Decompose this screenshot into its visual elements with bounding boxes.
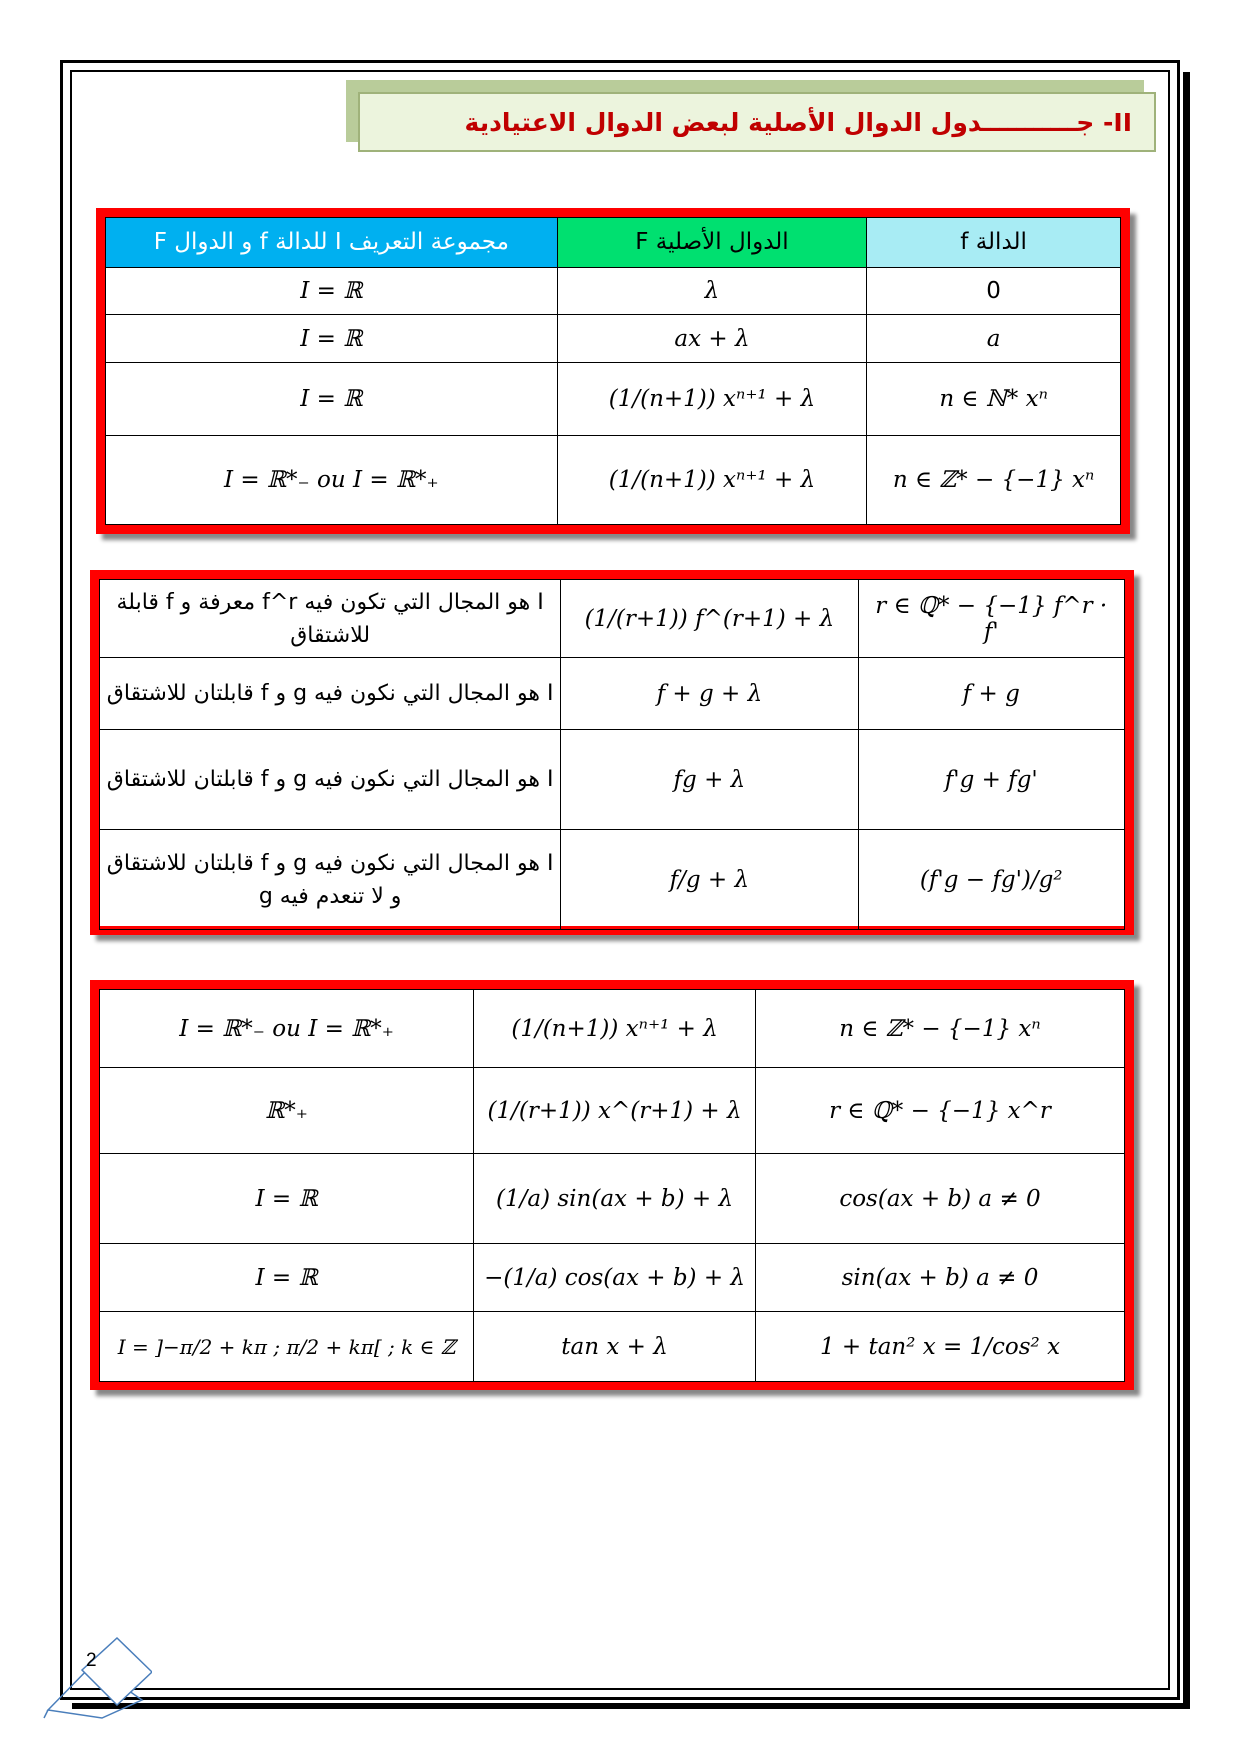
domain-cell: I = ℝ [100,1244,474,1312]
table1-header-row [106,218,1121,268]
domain-cell: I = ℝ*₋ ou I = ℝ*₊ [100,990,474,1068]
function-cell: (f'g − fg')/g² [858,830,1125,930]
function-cell: f + g [858,658,1125,730]
title-banner [358,92,1156,152]
frame-shadow-bottom [72,1703,1190,1709]
primitive-cell: f/g + λ [561,830,858,930]
page-title: II- جـــــــــــدول الدوال الأصلية لبعض الدوال الاعتيادية [464,107,1132,137]
table2-frame [90,570,1134,935]
table-row [100,580,1125,658]
domain-cell: I هو المجال التي تكون فيه f^r معرفة و f قابلة للاشتقاق [100,580,561,658]
table1-header-domain: مجموعة التعريف I للدالة f و الدوال F [106,218,558,268]
table-row [106,363,1121,436]
domain-cell: I = ℝ [106,363,558,436]
domain-cell: I = ℝ [100,1154,474,1244]
table-row [100,990,1125,1068]
table1-header-function: الدالة f [867,218,1121,268]
function-cell: 0 [867,267,1121,315]
domain-cell: I = ]−π/2 + kπ ; π/2 + kπ[ ; k ∈ ℤ [100,1312,474,1382]
primitive-cell: (1/(r+1)) f^(r+1) + λ [561,580,858,658]
domain-cell: I هو المجال التي نكون فيه g و f قابلتان للاشتقاق و لا تنعدم فيه g [100,830,561,930]
table1-header-primitive: الدوال الأصلية F [557,218,867,268]
primitive-cell: (1/(n+1)) xⁿ⁺¹ + λ [557,363,867,436]
function-cell: cos(ax + b) a ≠ 0 [756,1154,1125,1244]
table2 [99,579,1125,930]
function-cell: n ∈ ℤ* − {−1} xⁿ [867,435,1121,524]
function-cell: n ∈ ℕ* xⁿ [867,363,1121,436]
table1-frame [96,208,1130,534]
function-cell: r ∈ ℚ* − {−1} f^r · f' [858,580,1125,658]
table-row [100,658,1125,730]
primitive-cell: ax + λ [557,315,867,363]
table1 [105,217,1121,525]
primitive-cell: (1/(n+1)) xⁿ⁺¹ + λ [474,990,756,1068]
table-row [106,267,1121,315]
table3-frame [90,980,1134,1390]
table-row [100,1312,1125,1382]
domain-cell: ℝ*₊ [100,1068,474,1154]
function-cell: r ∈ ℚ* − {−1} x^r [756,1068,1125,1154]
primitive-cell: (1/a) sin(ax + b) + λ [474,1154,756,1244]
function-cell: sin(ax + b) a ≠ 0 [756,1244,1125,1312]
table-row [106,435,1121,524]
function-cell: n ∈ ℤ* − {−1} xⁿ [756,990,1125,1068]
primitive-cell: f + g + λ [561,658,858,730]
table-row [100,1154,1125,1244]
function-cell: a [867,315,1121,363]
function-cell: 1 + tan² x = 1/cos² x [756,1312,1125,1382]
table-row [106,315,1121,363]
domain-cell: I = ℝ*₋ ou I = ℝ*₊ [106,435,558,524]
frame-shadow-right [1183,72,1190,1708]
page-number: 2 [86,1650,97,1671]
domain-cell: I هو المجال التي نكون فيه g و f قابلتان للاشتقاق [100,658,561,730]
table-row [100,1068,1125,1154]
function-cell: f'g + fg' [858,730,1125,830]
primitive-cell: (1/(r+1)) x^(r+1) + λ [474,1068,756,1154]
primitive-cell: tan x + λ [474,1312,756,1382]
table3 [99,989,1125,1382]
primitive-cell: fg + λ [561,730,858,830]
domain-cell: I = ℝ [106,267,558,315]
table-row [100,1244,1125,1312]
domain-cell: I = ℝ [106,315,558,363]
primitive-cell: λ [557,267,867,315]
table-row [100,830,1125,930]
domain-cell: I هو المجال التي نكون فيه g و f قابلتان للاشتقاق [100,730,561,830]
primitive-cell: −(1/a) cos(ax + b) + λ [474,1244,756,1312]
table-row [100,730,1125,830]
page-corner-decoration [42,1610,152,1720]
primitive-cell: (1/(n+1)) xⁿ⁺¹ + λ [557,435,867,524]
